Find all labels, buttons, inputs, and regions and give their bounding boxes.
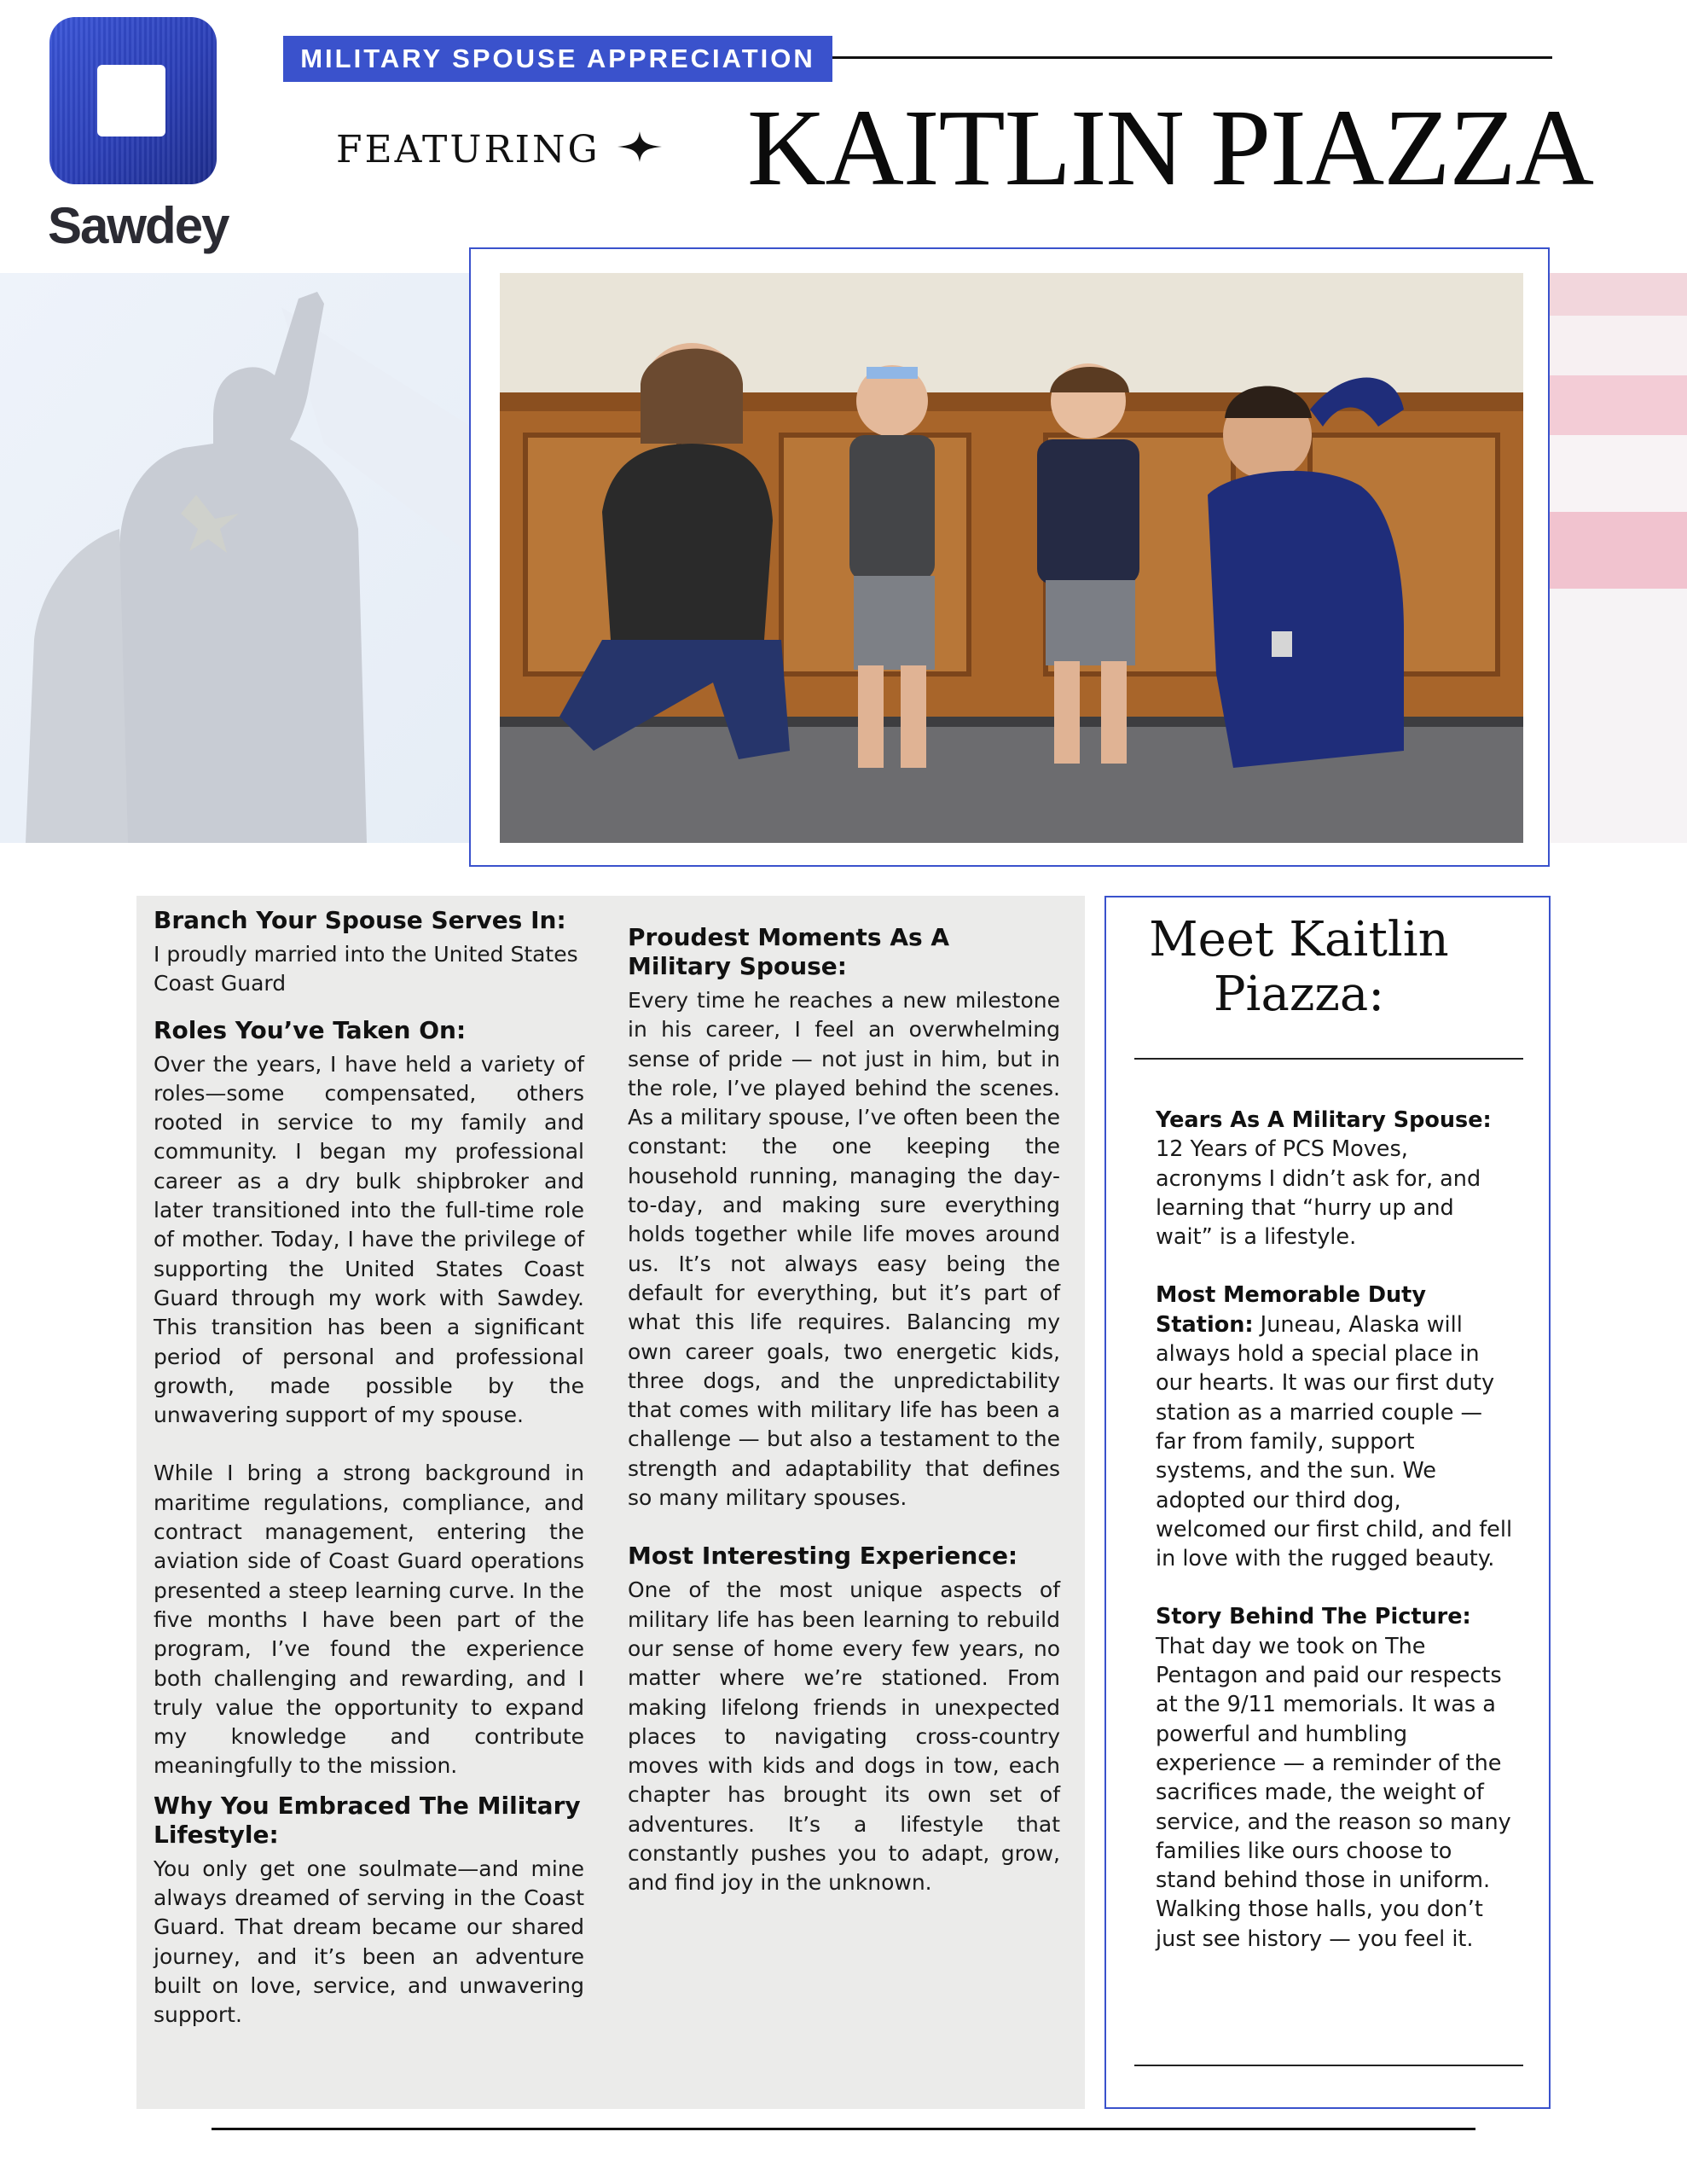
story-text: That day we took on The Pentagon and paid our respects at the 9/11 memorials. It was a powerful and humbling experience — a reminder of the sacrifices made, the weight of service, and the reason so many families like ours choose to stand behind those in uniform. Walking those halls, you don’t just see history — you feel it. (1156, 1633, 1511, 1952)
why-text: You only get one soulmate—and mine always dreamed of serving in the Coast Guard. That dream became our shared journey, and it’s been an adventure built on love, service, and unwavering support. (154, 1856, 584, 2028)
proudest-heading: Proudest Moments As A Military Spouse: (628, 923, 950, 980)
header-divider (832, 56, 1552, 59)
featuring-label: FEATURING (336, 128, 600, 171)
family-photo (500, 273, 1523, 843)
sparkle-star-icon (616, 130, 664, 164)
roles-paragraph-2: While I bring a strong background in maritime regulations, compliance, and contract management, entering the aviation side of Coast Guard operations presented a steep learning curve. In the five months I have been part of the program, I’ve found the experience both challenging and rewarding, and I truly value the opportunity to expand my knowledge and contribute meaningfully to the mission. (154, 1461, 584, 1779)
article-column-right (628, 923, 1060, 1898)
interesting-heading: Most Interesting Experience: (628, 1542, 1018, 1571)
sidebar-title: Meet Kaitlin Piazza: (1149, 912, 1449, 1022)
story-label: Story Behind The Picture: (1156, 1604, 1471, 1630)
why-heading: Why You Embraced The Military Lifestyle: (154, 1791, 581, 1849)
article-column-left (154, 906, 584, 2030)
banner-label: MILITARY SPOUSE APPRECIATION (283, 36, 832, 82)
family-photo-icon (500, 273, 1523, 843)
footer-divider (212, 2128, 1475, 2130)
sidebar-divider-bottom (1134, 2065, 1523, 2066)
soldier-silhouette-icon (0, 273, 471, 843)
story-entry (1156, 1602, 1514, 1954)
interesting-text: One of the most unique aspects of military life has been learning to rebuild our sense of home every few years, no matter where we’re stationed. From making lifelong friends in unexpected places to navigating cross-country moves with kids and dogs in tow, each chapter has brought its own set of adventures. It’s a lifestyle that constantly pushes you to adapt, grow, and find joy in the unknown. (628, 1577, 1060, 1896)
sidebar-text (1156, 1106, 1514, 1954)
roles-heading: Roles You’ve Taken On: (154, 1015, 467, 1044)
sidebar-divider-top (1134, 1058, 1523, 1060)
sawdey-logo (48, 15, 229, 254)
years-label: Years As A Military Spouse: (1156, 1107, 1492, 1133)
branch-text: I proudly married into the United States Coast Guard (154, 942, 578, 996)
saluting-soldier-image (0, 273, 471, 843)
years-entry (1156, 1106, 1514, 1252)
years-text: 12 Years of PCS Moves, acronyms I didn’t ask for, and learning that “hurry up and wait” is a lifestyle. (1156, 1136, 1481, 1251)
duty-label: Most Memorable Duty Station: (1156, 1282, 1426, 1338)
branch-heading: Branch Your Spouse Serves In: (154, 906, 566, 934)
duty-text: Juneau, Alaska will always hold a special place in our hearts. It was our first duty station as a married couple — far from family, support systems, and the sun. We adopted our third dog, welcomed our first child, and fell in love with the rugged beauty. (1156, 1311, 1513, 1572)
duty-entry (1156, 1281, 1514, 1573)
page-title: KAITLIN PIAZZA (747, 87, 1593, 208)
logo-text: Sawdey (48, 197, 229, 254)
proudest-text: Every time he reaches a new milestone in his career, I feel an overwhelming sense of pride — not just in him, but in the role, I’ve played behind the scenes. As a military spouse, I’ve often been the constant: the one keeping the household running, managing the day-to-day, and making sure everything holds together while life moves around us. It’s not always easy being the default for everything, but it’s part of what this life requires. Balancing my own career goals, two energetic kids, three dogs, and the unpredictability that comes with military life has been a challenge — but also a testament to the strength and adaptability that defines so many military spouses. (628, 988, 1060, 1511)
roles-paragraph-1: Over the years, I have held a variety of roles—some compensated, others rooted in service to my family and community. I began my professional career as a dry bulk shipbroker and later transitioned into the full-time role of mother. Today, I have the privilege of supporting the United States Coast Guard through my work with Sawdey. This transition has been a significant period of personal and professional growth, made possible by the unwavering support of my spouse. (154, 1051, 584, 1428)
